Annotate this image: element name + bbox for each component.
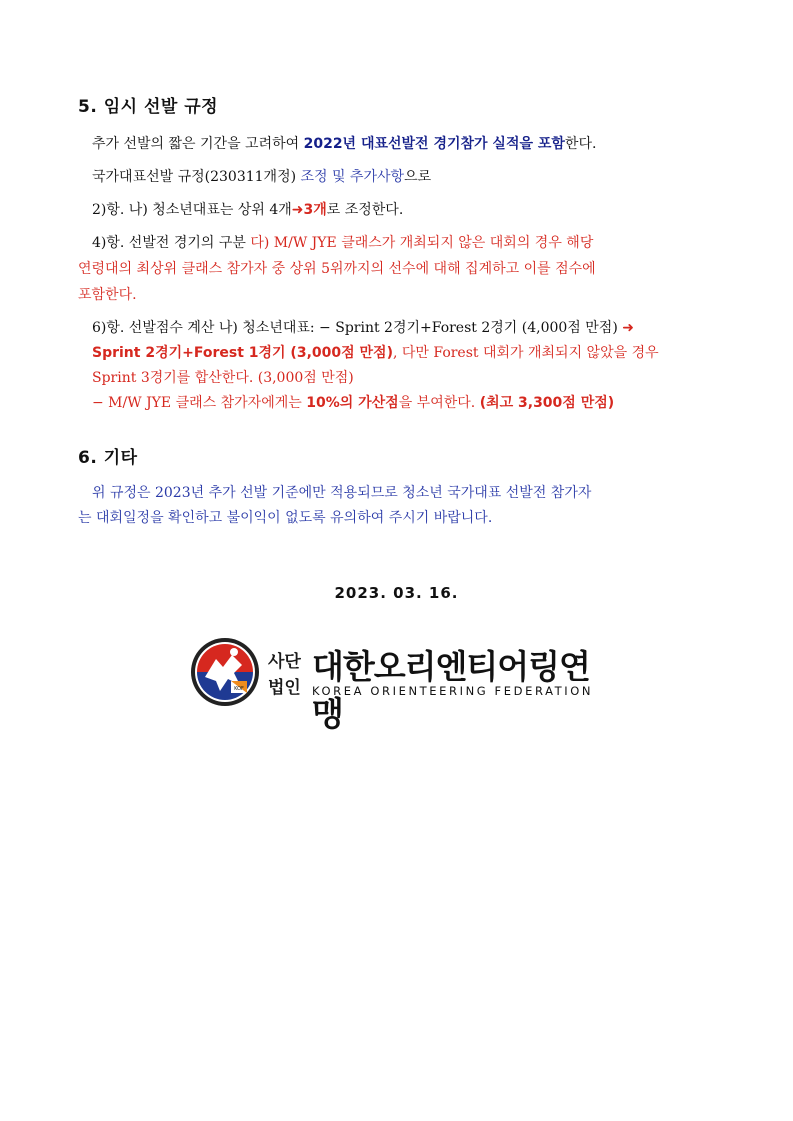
text: 4)항. 선발전 경기의 구분 (92, 235, 251, 251)
section-6-title: 6. 기타 (78, 448, 138, 468)
logo-subtitle-1: 사단 (268, 652, 301, 672)
arrow-icon: ➜ (622, 320, 634, 336)
section-5-paragraph-1 (92, 134, 596, 154)
section-5-paragraph-5-line-1 (92, 318, 634, 338)
section-5-paragraph-2 (92, 167, 431, 187)
section-5-paragraph-4-line-3: 포함한다. (78, 287, 137, 303)
highlight-text: 2022년 대표선발전 경기참가 실적을 포함 (303, 136, 565, 152)
logo-name-korean: 대한오리엔티어링연맹 (312, 647, 590, 733)
logo-name-english: KOREA ORIENTEERING FEDERATION (312, 684, 594, 698)
section-5-paragraph-4-line-2: 연령대의 최상위 클래스 참가자 중 상위 5위까지의 선수에 대해 집계하고 이를 점수에 (78, 261, 596, 277)
federation-logo (190, 637, 610, 733)
text: 한다. (564, 136, 597, 152)
section-5-title: 5. 임시 선발 규정 (78, 97, 219, 117)
text: 추가 선발의 짧은 기간을 고려하여 (92, 136, 304, 152)
emblem-text: KOF (234, 686, 244, 692)
section-5-paragraph-5-line-2 (92, 343, 659, 363)
section-6-line-2: 는 대회일정을 확인하고 불이익이 없도록 유의하여 주시기 바랍니다. (78, 510, 493, 526)
logo-subtitle-2: 법인 (268, 678, 301, 698)
section-6-line-1: 위 규정은 2023년 추가 선발 기준에만 적용되므로 청소년 국가대표 선발전 참가자 (92, 485, 592, 501)
text: 2)항. 나) 청소년대표는 상위 4개 (92, 202, 292, 218)
highlight-text: Sprint 2경기+Forest 1경기 (3,000점 만점) (92, 345, 393, 361)
text: , 다만 Forest 대회가 개최되지 않았을 경우 (392, 345, 659, 361)
text: 을 부여한다. (398, 395, 480, 411)
text: − M/W JYE 클래스 참가자에게는 (92, 395, 307, 411)
highlight-text: 조정 및 추가사항 (300, 169, 405, 185)
highlight-text: ➜3개 (291, 202, 327, 218)
text: 국가대표선발 규정(230311개정) (92, 169, 301, 185)
text: 로 조정한다. (326, 202, 404, 218)
text: 으로 (404, 169, 432, 185)
section-5-paragraph-5-line-3: Sprint 3경기를 합산한다. (3,000점 만점) (92, 370, 354, 386)
section-5-paragraph-5-line-4 (92, 393, 614, 413)
document-date: 2023. 03. 16. (334, 584, 459, 602)
section-5-paragraph-3 (92, 200, 403, 220)
text: 6)항. 선발점수 계산 나) 청소년대표: − Sprint 2경기+Forest 2경기 (4,000점 만점) (92, 320, 623, 336)
federation-emblem-icon (190, 637, 260, 707)
section-5-paragraph-4-line-1 (92, 233, 593, 253)
highlight-text: 10%의 가산점 (306, 395, 399, 411)
highlight-text: 다) M/W JYE 클래스가 개최되지 않은 대회의 경우 해당 (250, 235, 594, 251)
highlight-text: (최고 3,300점 만점) (479, 395, 615, 411)
